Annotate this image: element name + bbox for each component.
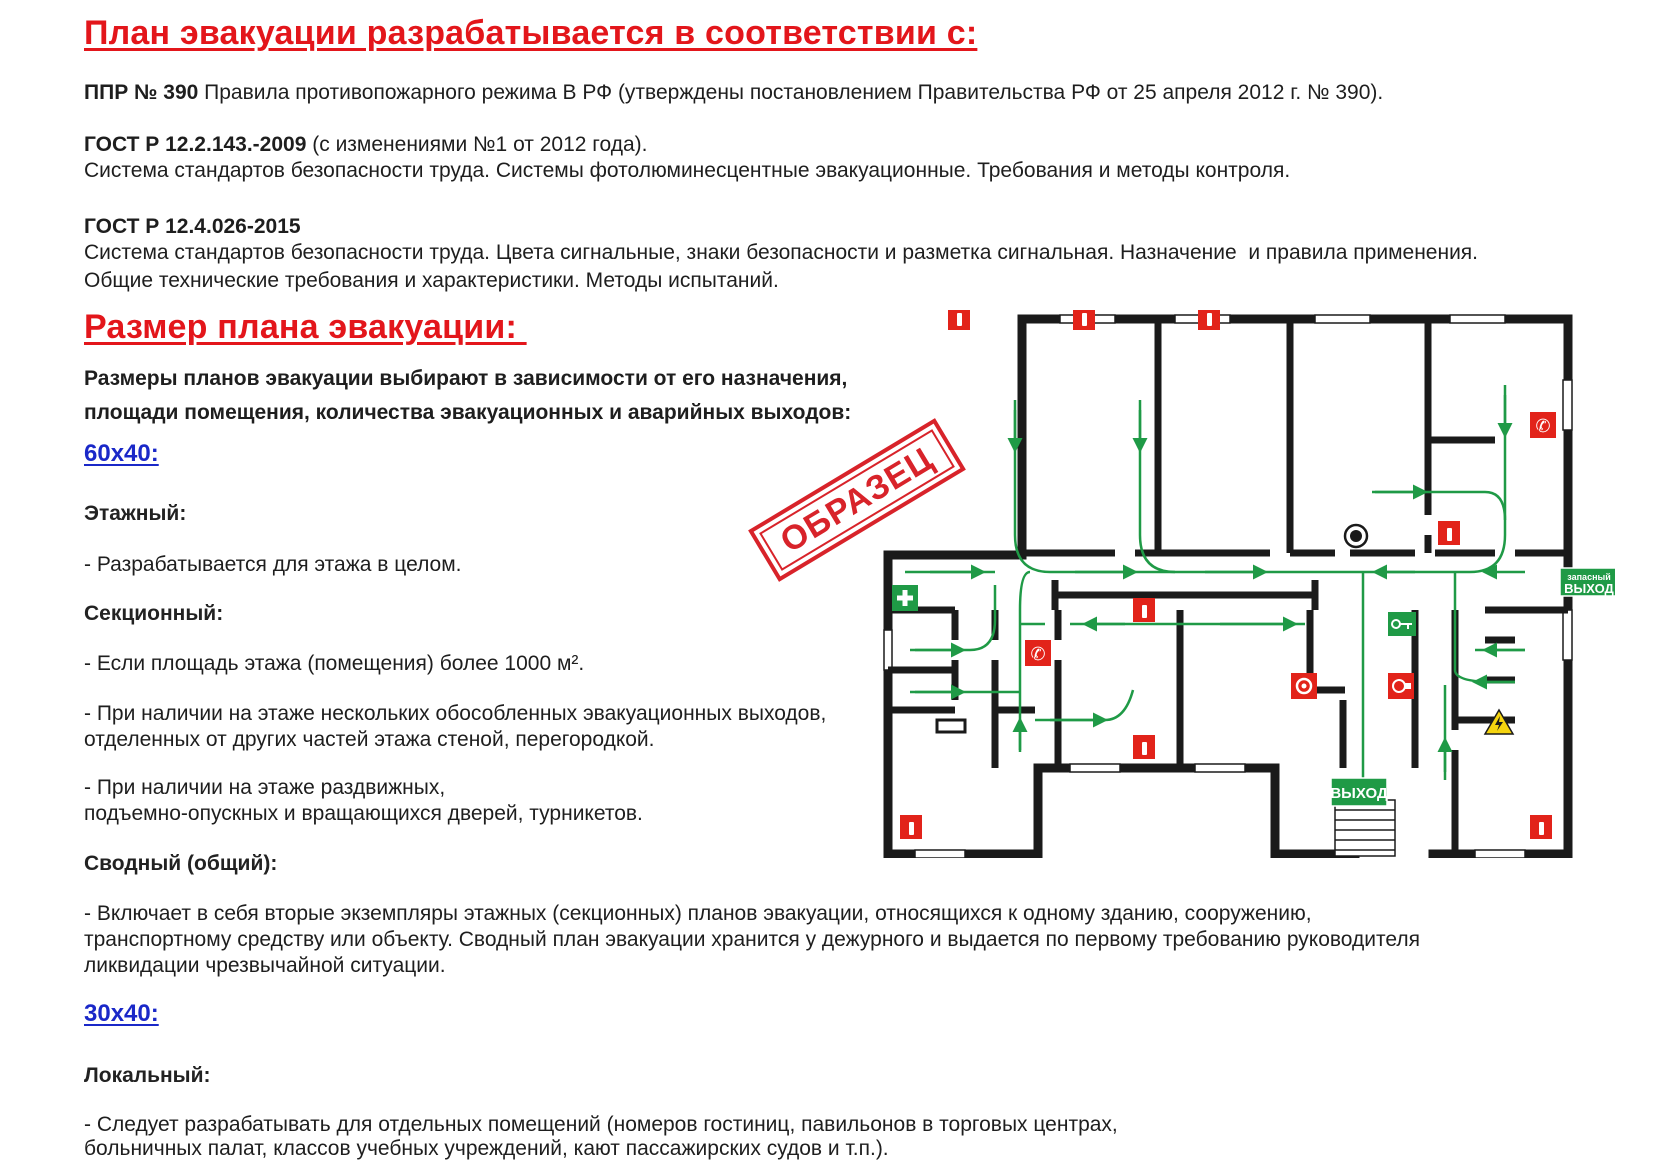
size-30x40-heading: 30x40:	[84, 1000, 159, 1027]
spare-exit-label-1: запасный	[1567, 572, 1611, 582]
stairs	[1335, 800, 1395, 856]
gost1-code: ГОСТ Р 12.2.143.-2009	[84, 133, 307, 156]
gost1-description: Система стандартов безопасности труда. Системы фотолюминесцентные эвакуационные. Требования и методы контроля.	[84, 159, 1291, 182]
summary-plan-title: Сводный (общий):	[84, 852, 278, 875]
gost2-description-2: Общие технические требования и характеристики. Методы испытаний.	[84, 269, 779, 292]
you-are-here-icon	[1345, 525, 1367, 547]
size-intro-2: площади помещения, количества эвакуационных и аварийных выходов:	[84, 401, 852, 424]
floor-plan-title: Этажный:	[84, 502, 187, 525]
size-60x40-heading: 60x40:	[84, 440, 159, 467]
exit-label: ВЫХОД	[1330, 785, 1388, 802]
heading-plan-size: Размер плана эвакуации:	[84, 308, 527, 346]
first-aid-icon	[892, 585, 918, 611]
ppr-paragraph	[84, 80, 1383, 106]
gost2-code: ГОСТ Р 12.4.026-2015	[84, 215, 301, 238]
section-plan-text-3b: подъемно-опускных и вращающихся дверей, турникетов.	[84, 802, 643, 825]
summary-plan-text-2: транспортному средству или объекту. Сводный план эвакуации хранится у дежурного и выдается по первому требованию руководителя	[84, 928, 1420, 951]
local-plan-text-2: больничных палат, классов учебных учреждений, кают пассажирских судов и т.п.).	[84, 1137, 889, 1160]
gost1-note: (с изменениями №1 от 2012 года).	[306, 133, 648, 156]
inner-walls	[888, 319, 1568, 854]
sample-stamp: ОБРАЗЕЦ	[748, 418, 966, 582]
gost1-line	[84, 132, 647, 158]
windows	[884, 315, 1572, 858]
gost2-description-1: Система стандартов безопасности труда. Цвета сигнальные, знаки безопасности и разметка сигнальная. Назначение и правила применения.	[84, 241, 1479, 264]
section-plan-text-2a: - При наличии на этаже нескольких обособленных эвакуационных выходов,	[84, 702, 827, 725]
fire-alarm-icon	[1291, 673, 1317, 699]
table-shape	[937, 720, 965, 732]
svg-text:✆: ✆	[1535, 416, 1551, 437]
section-plan-title: Секционный:	[84, 602, 224, 625]
section-plan-text-3a: - При наличии на этаже раздвижных,	[84, 776, 446, 799]
spare-exit-sign	[1560, 568, 1615, 596]
section-plan-text-2b: отделенных от других частей этажа стеной, перегородкой.	[84, 728, 655, 751]
section-plan-text-1: - Если площадь этажа (помещения) более 1000 м².	[84, 652, 585, 675]
summary-plan-text-1: - Включает в себя вторые экземпляры этажных (секционных) планов эвакуации, относящихся к одному зданию, сооружению,	[84, 902, 1312, 925]
exit-sign	[1330, 778, 1388, 806]
heading-legal-basis: План эвакуации разрабатывается в соответствии с:	[84, 14, 978, 52]
summary-plan-text-3: ликвидации чрезвычайной ситуации.	[84, 954, 446, 977]
fire-hose-icon	[1388, 673, 1414, 699]
local-plan-title: Локальный:	[84, 1064, 211, 1087]
key-icon	[1388, 612, 1416, 636]
ppr-text: Правила противопожарного режима В РФ (утверждены постановлением Правительства РФ от 25 апреля 2012 г. № 390).	[198, 81, 1384, 104]
svg-text:✆: ✆	[1030, 644, 1046, 665]
floor-plan-text: - Разрабатывается для этажа в целом.	[84, 553, 462, 576]
ppr-code: ППР № 390	[84, 81, 199, 104]
outer-walls	[888, 319, 1568, 854]
local-plan-text-1: - Следует разрабатывать для отдельных помещений (номеров гостиниц, павильонов в торговых центрах,	[84, 1113, 1118, 1136]
spare-exit-label-2: ВЫХОД	[1564, 581, 1614, 596]
evacuation-plan-sample	[875, 310, 1615, 858]
size-intro-1: Размеры планов эвакуации выбирают в зависимости от его назначения,	[84, 367, 848, 390]
